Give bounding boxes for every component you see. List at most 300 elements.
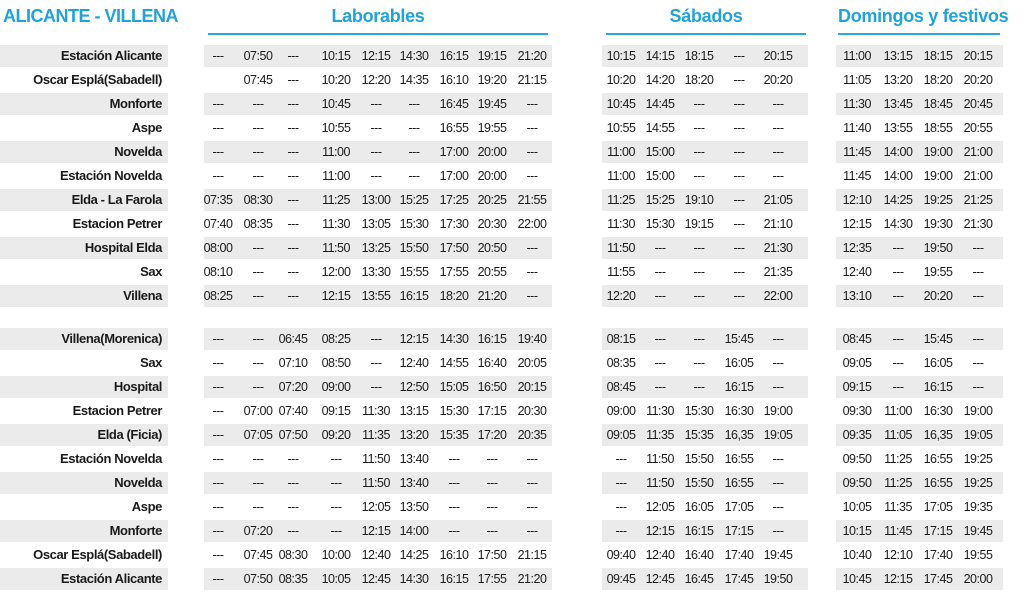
time-cell-laborables: --- bbox=[408, 169, 420, 183]
time-cell-sabados: 09:00 bbox=[606, 404, 636, 418]
time-cell-sabados: 16:55 bbox=[724, 476, 754, 490]
time-cell-sabados: 20:15 bbox=[763, 49, 793, 63]
time-cell-domingos: 14:00 bbox=[883, 145, 913, 159]
time-cell-laborables: --- bbox=[526, 169, 538, 183]
table-row bbox=[0, 164, 1024, 188]
time-cell-laborables: --- bbox=[370, 169, 382, 183]
time-cell-laborables: 17:55 bbox=[477, 572, 507, 586]
time-cell-sabados: 21:30 bbox=[763, 241, 793, 255]
time-cell-domingos: --- bbox=[972, 265, 984, 279]
time-cell-laborables: 10:05 bbox=[321, 572, 351, 586]
time-cell-domingos: 19:00 bbox=[923, 145, 953, 159]
table-row bbox=[0, 543, 1024, 567]
time-cell-laborables: 11:50 bbox=[362, 476, 390, 490]
time-cell-domingos: 20:45 bbox=[963, 97, 993, 111]
time-cell-laborables: 07:10 bbox=[278, 356, 308, 370]
time-cell-laborables: 16:10 bbox=[439, 548, 469, 562]
time-cell-sabados: 11:55 bbox=[607, 265, 635, 279]
time-cell-sabados: 08:35 bbox=[606, 356, 636, 370]
time-cell-sabados: 11:35 bbox=[646, 428, 674, 442]
time-cell-sabados: --- bbox=[772, 380, 784, 394]
stop-name: Oscar Esplá(Sabadell) bbox=[33, 72, 162, 87]
time-cell-laborables: 15:50 bbox=[399, 241, 429, 255]
table-row bbox=[0, 44, 1024, 68]
time-cell-sabados: 08:15 bbox=[606, 332, 636, 346]
time-cell-sabados: 16:30 bbox=[724, 404, 754, 418]
time-cell-sabados: --- bbox=[733, 217, 745, 231]
time-cell-laborables: 11:30 bbox=[362, 404, 390, 418]
time-cell-sabados: 19:50 bbox=[763, 572, 793, 586]
time-cell-laborables: --- bbox=[448, 452, 460, 466]
time-cell-laborables: 08:30 bbox=[243, 193, 273, 207]
time-cell-sabados: 16:40 bbox=[684, 548, 714, 562]
time-cell-domingos: 16,35 bbox=[923, 428, 953, 442]
time-cell-laborables: 07:40 bbox=[278, 404, 308, 418]
time-cell-sabados: 16:05 bbox=[684, 500, 714, 514]
time-cell-laborables: 12:05 bbox=[361, 500, 391, 514]
time-cell-laborables: 10:15 bbox=[321, 49, 351, 63]
time-cell-laborables bbox=[199, 68, 237, 92]
time-cell-laborables: 11:35 bbox=[362, 428, 390, 442]
stop-name: Novelda bbox=[114, 475, 162, 490]
time-cell-laborables: 11:00 bbox=[322, 145, 350, 159]
time-cell-domingos: 11:05 bbox=[843, 73, 871, 87]
time-cell-laborables: --- bbox=[287, 524, 299, 538]
time-cell-sabados: --- bbox=[733, 241, 745, 255]
time-cell-laborables: --- bbox=[212, 49, 224, 63]
time-cell-laborables: 20:00 bbox=[477, 145, 507, 159]
time-cell-laborables: 08:10 bbox=[203, 265, 233, 279]
time-cell-sabados: --- bbox=[693, 265, 705, 279]
time-cell-sabados: 16:45 bbox=[684, 572, 714, 586]
time-cell-sabados: 16,35 bbox=[724, 428, 754, 442]
time-cell-sabados: 12:20 bbox=[606, 289, 636, 303]
time-cell-laborables: --- bbox=[252, 265, 264, 279]
time-cell-domingos: 14:30 bbox=[883, 217, 913, 231]
time-cell-sabados: 11:30 bbox=[646, 404, 674, 418]
time-cell-laborables: 12:00 bbox=[321, 265, 351, 279]
time-cell-domingos: 16:05 bbox=[923, 356, 953, 370]
time-cell-domingos: 16:55 bbox=[923, 476, 953, 490]
time-cell-domingos: 11:45 bbox=[884, 524, 912, 538]
time-cell-laborables: --- bbox=[212, 145, 224, 159]
time-cell-domingos: 13:55 bbox=[883, 121, 913, 135]
time-cell-domingos: 15:45 bbox=[923, 332, 953, 346]
time-cell-sabados: 15:35 bbox=[684, 428, 714, 442]
time-cell-domingos: 20:20 bbox=[963, 73, 993, 87]
time-cell-domingos: 09:05 bbox=[842, 356, 872, 370]
time-cell-sabados: 19:05 bbox=[763, 428, 793, 442]
time-cell-domingos: 17:15 bbox=[923, 524, 953, 538]
time-cell-sabados: 12:15 bbox=[645, 524, 675, 538]
time-cell-laborables: 21:20 bbox=[477, 289, 507, 303]
time-cell-domingos: 19:55 bbox=[963, 548, 993, 562]
time-cell-laborables: --- bbox=[287, 145, 299, 159]
time-cell-domingos: 09:35 bbox=[842, 428, 872, 442]
time-cell-laborables: --- bbox=[212, 121, 224, 135]
time-cell-domingos: --- bbox=[972, 289, 984, 303]
time-cell-sabados: 12:05 bbox=[645, 500, 675, 514]
time-cell-laborables: 13:00 bbox=[361, 193, 391, 207]
time-cell-laborables: 10:20 bbox=[321, 73, 351, 87]
time-cell-laborables: 17:50 bbox=[477, 548, 507, 562]
time-cell-sabados: --- bbox=[772, 500, 784, 514]
time-cell-domingos: --- bbox=[892, 289, 904, 303]
time-cell-laborables: --- bbox=[212, 356, 224, 370]
time-cell-laborables: 16:40 bbox=[477, 356, 507, 370]
section-underline-sabados bbox=[606, 33, 806, 35]
time-cell-sabados: 10:55 bbox=[606, 121, 636, 135]
table-row bbox=[0, 519, 1024, 543]
time-cell-domingos: 10:45 bbox=[842, 572, 872, 586]
time-cell-domingos: 12:35 bbox=[842, 241, 872, 255]
time-cell-laborables: --- bbox=[252, 452, 264, 466]
time-cell-sabados: 22:00 bbox=[763, 289, 793, 303]
time-cell-sabados: 16:15 bbox=[724, 380, 754, 394]
stop-name: Aspe bbox=[131, 120, 162, 135]
section-header-domingos: Domingos y festivos bbox=[838, 6, 1009, 26]
time-cell-laborables: 15:30 bbox=[439, 404, 469, 418]
time-cell-laborables: --- bbox=[448, 524, 460, 538]
time-cell-laborables: 14:25 bbox=[399, 548, 429, 562]
time-cell-domingos: 11:00 bbox=[843, 49, 871, 63]
time-cell-domingos: 09:50 bbox=[842, 476, 872, 490]
time-cell-laborables: 16:15 bbox=[477, 332, 507, 346]
time-cell-laborables: --- bbox=[526, 500, 538, 514]
time-cell-laborables: 07:35 bbox=[203, 193, 233, 207]
time-cell-domingos: 19:30 bbox=[923, 217, 953, 231]
table-row bbox=[0, 495, 1024, 519]
stop-name: Estación Novelda bbox=[60, 451, 162, 466]
time-cell-domingos: 13:15 bbox=[883, 49, 913, 63]
time-cell-laborables: --- bbox=[252, 145, 264, 159]
time-cell-laborables: 15:55 bbox=[399, 265, 429, 279]
time-cell-laborables: 09:20 bbox=[321, 428, 351, 442]
table-row bbox=[0, 236, 1024, 260]
time-cell-sabados: 08:45 bbox=[606, 380, 636, 394]
time-cell-sabados: 09:40 bbox=[606, 548, 636, 562]
time-cell-sabados: --- bbox=[772, 145, 784, 159]
time-cell-laborables: --- bbox=[212, 380, 224, 394]
route-title: ALICANTE - VILLENA bbox=[3, 6, 178, 26]
table-row bbox=[0, 188, 1024, 212]
time-cell-laborables: --- bbox=[212, 404, 224, 418]
time-cell-laborables: --- bbox=[252, 241, 264, 255]
time-cell-sabados: 12:40 bbox=[645, 548, 675, 562]
time-cell-laborables: --- bbox=[526, 241, 538, 255]
time-cell-laborables: 17:00 bbox=[439, 145, 469, 159]
time-cell-laborables: 12:20 bbox=[361, 73, 391, 87]
time-cell-domingos: 16:15 bbox=[923, 380, 953, 394]
time-cell-laborables: 15:30 bbox=[399, 217, 429, 231]
table-row bbox=[0, 140, 1024, 164]
time-cell-sabados: 19:00 bbox=[763, 404, 793, 418]
time-cell-laborables: --- bbox=[370, 356, 382, 370]
time-cell-sabados: --- bbox=[693, 356, 705, 370]
time-cell-laborables: 13:55 bbox=[361, 289, 391, 303]
time-cell-laborables: 07:50 bbox=[243, 572, 273, 586]
time-cell-sabados: --- bbox=[733, 145, 745, 159]
time-cell-sabados: 15:50 bbox=[684, 452, 714, 466]
time-cell-laborables: --- bbox=[212, 452, 224, 466]
time-cell-laborables: 14:35 bbox=[399, 73, 429, 87]
time-cell-sabados: 09:05 bbox=[606, 428, 636, 442]
time-cell-laborables: --- bbox=[287, 476, 299, 490]
time-cell-laborables: 21:15 bbox=[517, 73, 547, 87]
time-cell-domingos: --- bbox=[972, 332, 984, 346]
time-cell-domingos: --- bbox=[892, 241, 904, 255]
table-row bbox=[0, 284, 1024, 308]
time-cell-sabados: 11:50 bbox=[646, 452, 674, 466]
time-cell-sabados: 10:20 bbox=[606, 73, 636, 87]
stop-name: Monforte bbox=[109, 523, 162, 538]
time-cell-laborables: 12:45 bbox=[361, 572, 391, 586]
time-cell-domingos: 11:45 bbox=[843, 145, 871, 159]
time-cell-laborables: 19:40 bbox=[517, 332, 547, 346]
time-cell-laborables: --- bbox=[486, 476, 498, 490]
time-cell-laborables: 10:00 bbox=[321, 548, 351, 562]
time-cell-domingos: 19:05 bbox=[963, 428, 993, 442]
time-cell-sabados: --- bbox=[772, 356, 784, 370]
time-cell-laborables: 10:55 bbox=[321, 121, 351, 135]
time-cell-laborables: --- bbox=[526, 289, 538, 303]
time-cell-sabados: --- bbox=[733, 97, 745, 111]
stop-name: Novelda bbox=[114, 144, 162, 159]
time-cell-sabados: 15:30 bbox=[684, 404, 714, 418]
time-cell-domingos: 10:05 bbox=[842, 500, 872, 514]
time-cell-laborables: --- bbox=[448, 476, 460, 490]
time-cell-sabados: 19:45 bbox=[763, 548, 793, 562]
table-row bbox=[0, 116, 1024, 140]
time-cell-sabados: --- bbox=[772, 332, 784, 346]
time-cell-laborables: 19:15 bbox=[477, 49, 507, 63]
time-cell-laborables: 19:55 bbox=[477, 121, 507, 135]
time-cell-laborables: 20:00 bbox=[477, 169, 507, 183]
time-cell-domingos: 19:55 bbox=[923, 265, 953, 279]
time-cell-laborables: 20:25 bbox=[477, 193, 507, 207]
time-cell-laborables: 11:50 bbox=[362, 452, 390, 466]
time-cell-laborables: --- bbox=[330, 452, 342, 466]
time-cell-sabados: 14:55 bbox=[645, 121, 675, 135]
time-cell-sabados: 18:15 bbox=[684, 49, 714, 63]
time-cell-laborables: 08:30 bbox=[278, 548, 308, 562]
time-cell-laborables: 21:15 bbox=[517, 548, 547, 562]
time-cell-domingos: 16:30 bbox=[923, 404, 953, 418]
time-cell-laborables: 07:45 bbox=[243, 548, 273, 562]
stop-name: Estacion Petrer bbox=[72, 403, 162, 418]
time-cell-sabados: --- bbox=[615, 500, 627, 514]
time-cell-laborables: 09:00 bbox=[321, 380, 351, 394]
time-cell-laborables: 12:15 bbox=[321, 289, 351, 303]
time-cell-laborables: 10:45 bbox=[321, 97, 351, 111]
time-cell-laborables: 07:20 bbox=[278, 380, 308, 394]
time-cell-laborables: --- bbox=[287, 49, 299, 63]
time-cell-laborables: 16:50 bbox=[477, 380, 507, 394]
stop-name: Oscar Esplá(Sabadell) bbox=[33, 547, 162, 562]
time-cell-sabados: 21:35 bbox=[763, 265, 793, 279]
time-cell-laborables: 17:20 bbox=[477, 428, 507, 442]
time-cell-laborables: --- bbox=[370, 97, 382, 111]
time-cell-sabados: 11:00 bbox=[607, 169, 635, 183]
time-cell-laborables: 20:35 bbox=[517, 428, 547, 442]
time-cell-laborables: --- bbox=[252, 169, 264, 183]
time-cell-laborables: 08:25 bbox=[321, 332, 351, 346]
time-cell-sabados: 21:05 bbox=[763, 193, 793, 207]
time-cell-sabados: 15:25 bbox=[645, 193, 675, 207]
time-cell-laborables: 17:55 bbox=[439, 265, 469, 279]
time-cell-domingos: 18:55 bbox=[923, 121, 953, 135]
time-cell-laborables: --- bbox=[252, 332, 264, 346]
time-cell-sabados: --- bbox=[654, 265, 666, 279]
time-cell-laborables: 17:25 bbox=[439, 193, 469, 207]
time-cell-sabados: 20:20 bbox=[763, 73, 793, 87]
time-cell-sabados: --- bbox=[693, 332, 705, 346]
time-cell-laborables: 13:40 bbox=[399, 452, 429, 466]
time-cell-laborables: 14:30 bbox=[399, 572, 429, 586]
time-cell-laborables: 16:45 bbox=[439, 97, 469, 111]
time-cell-sabados: --- bbox=[693, 97, 705, 111]
time-cell-domingos: 14:25 bbox=[883, 193, 913, 207]
time-cell-sabados: 12:45 bbox=[645, 572, 675, 586]
time-cell-laborables: 14:55 bbox=[439, 356, 469, 370]
time-cell-laborables: 21:20 bbox=[517, 49, 547, 63]
time-cell-domingos: 19:50 bbox=[923, 241, 953, 255]
table-row bbox=[0, 399, 1024, 423]
time-cell-sabados: --- bbox=[615, 452, 627, 466]
time-cell-laborables: --- bbox=[370, 332, 382, 346]
time-cell-laborables: --- bbox=[526, 452, 538, 466]
time-cell-domingos: 13:20 bbox=[883, 73, 913, 87]
stop-name: Aspe bbox=[131, 499, 162, 514]
time-cell-laborables: 17:30 bbox=[439, 217, 469, 231]
time-cell-sabados: --- bbox=[654, 241, 666, 255]
stop-name: Estación Alicante bbox=[60, 48, 162, 63]
time-cell-sabados: --- bbox=[693, 241, 705, 255]
time-cell-laborables: --- bbox=[330, 476, 342, 490]
time-cell-laborables: --- bbox=[370, 145, 382, 159]
time-cell-sabados: 10:45 bbox=[606, 97, 636, 111]
time-cell-domingos: 17:40 bbox=[923, 548, 953, 562]
time-cell-laborables: 07:05 bbox=[243, 428, 273, 442]
time-cell-laborables: 08:35 bbox=[278, 572, 308, 586]
time-cell-laborables: 17:00 bbox=[439, 169, 469, 183]
time-cell-domingos: --- bbox=[972, 380, 984, 394]
time-cell-sabados: 19:10 bbox=[684, 193, 714, 207]
time-cell-domingos: 21:25 bbox=[963, 193, 993, 207]
time-cell-sabados: 14:45 bbox=[645, 97, 675, 111]
stop-name: Estación Novelda bbox=[60, 168, 162, 183]
time-cell-sabados: --- bbox=[654, 289, 666, 303]
time-cell-laborables: 19:20 bbox=[477, 73, 507, 87]
time-cell-sabados: --- bbox=[772, 121, 784, 135]
time-cell-laborables: --- bbox=[526, 476, 538, 490]
time-cell-laborables: 20:55 bbox=[477, 265, 507, 279]
stop-name: Hospital Elda bbox=[84, 240, 162, 255]
time-cell-laborables: --- bbox=[212, 476, 224, 490]
time-cell-domingos: 09:50 bbox=[842, 452, 872, 466]
time-cell-laborables: --- bbox=[287, 169, 299, 183]
time-cell-domingos: 19:45 bbox=[963, 524, 993, 538]
time-cell-laborables: 16:15 bbox=[399, 289, 429, 303]
time-cell-domingos: 18:15 bbox=[923, 49, 953, 63]
time-cell-laborables: 20:30 bbox=[517, 404, 547, 418]
time-cell-laborables: --- bbox=[526, 524, 538, 538]
section-header-sabados: Sábados bbox=[669, 6, 743, 26]
time-cell-laborables: --- bbox=[287, 217, 299, 231]
section-header-laborables: Laborables bbox=[331, 6, 425, 26]
time-cell-domingos: 20:15 bbox=[963, 49, 993, 63]
time-cell-domingos: 19:25 bbox=[963, 452, 993, 466]
time-cell-laborables: --- bbox=[252, 380, 264, 394]
time-cell-sabados: --- bbox=[654, 332, 666, 346]
time-cell-domingos: 19:25 bbox=[963, 476, 993, 490]
time-cell-domingos: 20:20 bbox=[923, 289, 953, 303]
time-cell-laborables: --- bbox=[287, 193, 299, 207]
time-cell-sabados: 15:50 bbox=[684, 476, 714, 490]
time-cell-laborables: --- bbox=[252, 356, 264, 370]
time-cell-laborables: --- bbox=[212, 500, 224, 514]
time-cell-sabados: 10:15 bbox=[606, 49, 636, 63]
time-cell-laborables: 12:15 bbox=[399, 332, 429, 346]
stop-name: Estación Alicante bbox=[60, 571, 162, 586]
time-cell-laborables: 08:50 bbox=[321, 356, 351, 370]
time-cell-domingos: 12:10 bbox=[842, 193, 872, 207]
time-cell-domingos: 11:00 bbox=[884, 404, 912, 418]
time-cell-sabados: --- bbox=[733, 193, 745, 207]
time-cell-domingos: --- bbox=[892, 332, 904, 346]
time-cell-laborables: --- bbox=[212, 548, 224, 562]
time-cell-sabados: 15:00 bbox=[645, 169, 675, 183]
stop-name: Sax bbox=[140, 355, 162, 370]
time-cell-sabados: --- bbox=[733, 49, 745, 63]
time-cell-laborables: 20:50 bbox=[477, 241, 507, 255]
time-cell-laborables: 13:20 bbox=[399, 428, 429, 442]
time-cell-domingos: 12:40 bbox=[842, 265, 872, 279]
time-cell-laborables: 09:15 bbox=[321, 404, 351, 418]
time-cell-laborables: --- bbox=[370, 380, 382, 394]
time-cell-sabados: 17:40 bbox=[724, 548, 754, 562]
time-cell-sabados: --- bbox=[615, 524, 627, 538]
table-row bbox=[0, 447, 1024, 471]
time-cell-laborables: 12:50 bbox=[399, 380, 429, 394]
time-cell-laborables: 15:25 bbox=[399, 193, 429, 207]
time-cell-domingos: --- bbox=[892, 380, 904, 394]
time-cell-laborables: 17:50 bbox=[439, 241, 469, 255]
time-cell-laborables: --- bbox=[287, 121, 299, 135]
time-cell-sabados: 09:45 bbox=[606, 572, 636, 586]
time-cell-domingos: 21:30 bbox=[963, 217, 993, 231]
time-cell-laborables: --- bbox=[408, 145, 420, 159]
table-row bbox=[0, 68, 1024, 92]
time-cell-sabados: --- bbox=[654, 380, 666, 394]
time-cell-sabados: --- bbox=[693, 169, 705, 183]
time-cell-laborables: --- bbox=[287, 500, 299, 514]
time-cell-domingos: --- bbox=[972, 241, 984, 255]
time-cell-sabados: 17:15 bbox=[724, 524, 754, 538]
time-cell-laborables: 12:15 bbox=[361, 524, 391, 538]
time-cell-sabados: 17:05 bbox=[724, 500, 754, 514]
section-underline-laborables bbox=[208, 33, 548, 35]
table-row bbox=[0, 567, 1024, 591]
time-cell-laborables: 16:55 bbox=[439, 121, 469, 135]
time-cell-sabados: 11:50 bbox=[607, 241, 635, 255]
time-cell-laborables: 07:20 bbox=[243, 524, 273, 538]
time-cell-sabados: 11:25 bbox=[607, 193, 635, 207]
time-cell-laborables: --- bbox=[408, 121, 420, 135]
time-cell-sabados: 14:15 bbox=[645, 49, 675, 63]
time-cell-laborables: 11:00 bbox=[322, 169, 350, 183]
stop-name: Hospital bbox=[113, 379, 162, 394]
